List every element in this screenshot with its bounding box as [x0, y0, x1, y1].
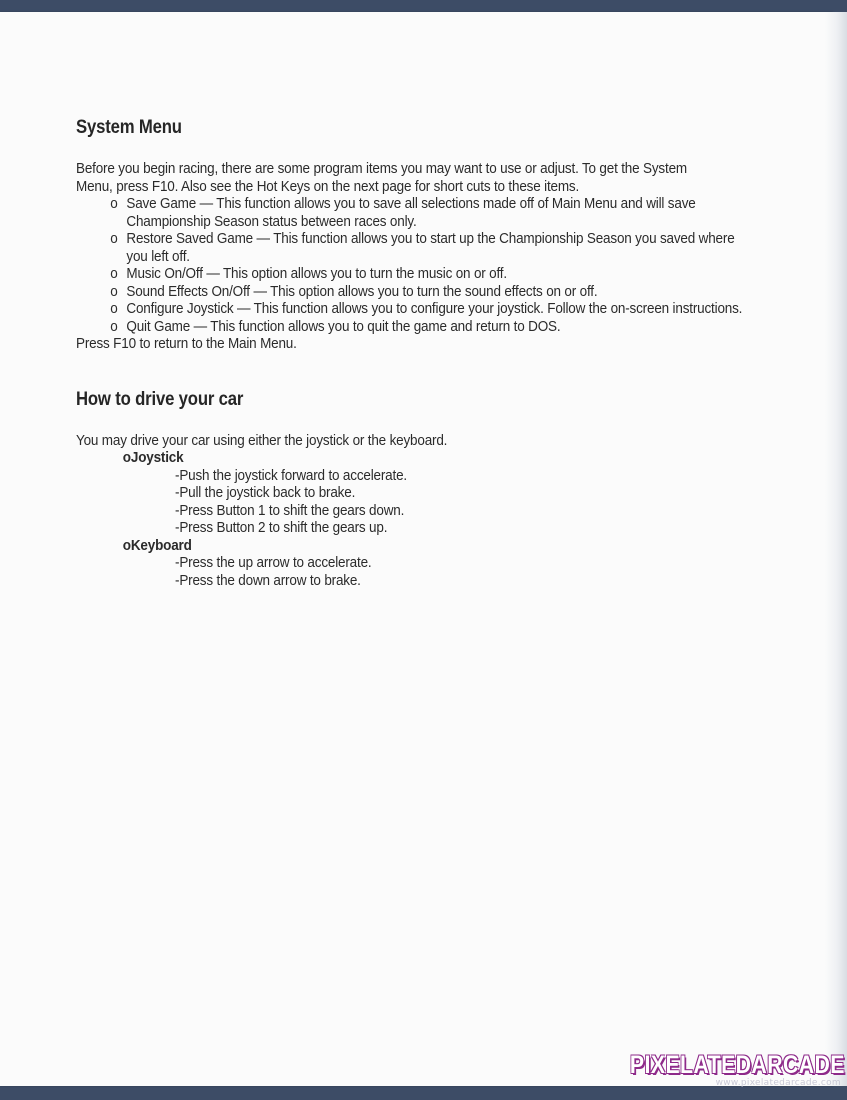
joystick-step: -Press Button 1 to shift the gears down. [175, 501, 405, 519]
pixelatedarcade-watermark [592, 1052, 845, 1088]
option-text: Configure Joystick — This function allows you to configure your joystick. Follow the on-screen instructions. [126, 300, 743, 317]
bullet-marker: o [110, 282, 118, 300]
bullet-marker: o [110, 300, 118, 317]
bullet-marker: o [110, 265, 118, 282]
joystick-subheading: oJoystick [122, 449, 184, 466]
drive-heading: How to drive your car [76, 388, 244, 410]
keyboard-step: -Press the up arrow to accelerate. [175, 554, 372, 571]
watermark-logo: PIXELATEDARCADE [630, 1051, 845, 1079]
bullet-marker: o [110, 195, 118, 212]
system-menu-outro: Press F10 to return to the Main Menu. [76, 335, 297, 352]
option-save-game [76, 195, 747, 230]
option-text: Quit Game — This function allows you to quit the game and return to DOS. [126, 317, 561, 335]
option-configure-joystick [76, 300, 747, 318]
system-menu-heading: System Menu [76, 117, 182, 138]
option-restore-saved-game [76, 230, 747, 265]
option-quit-game [76, 318, 747, 336]
joystick-step: -Press Button 2 to shift the gears up. [175, 519, 388, 536]
keyboard-step: -Press the down arrow to brake. [175, 571, 361, 589]
option-text: Save Game — This function allows you to save all selections made off of Main Menu and will save Championship Season status between races only. [126, 195, 696, 230]
option-music [76, 265, 747, 283]
keyboard-subheading: oKeyboard [122, 536, 192, 554]
bullet-marker: o [110, 317, 118, 335]
option-text: Music On/Off — This option allows you to turn the music on or off. [126, 265, 507, 282]
watermark-url: www.pixelatedarcade.com [715, 1078, 841, 1088]
system-menu-intro: Before you begin racing, there are some program items you may want to use or adjust. To get the System Menu, press F10. Also see the Hot Keys on the next page for short cuts to these items. [76, 160, 687, 195]
drive-intro: You may drive your car using either the joystick or the keyboard. [76, 431, 448, 449]
page-edge-shadow [825, 12, 847, 1086]
joystick-step: -Pull the joystick back to brake. [175, 484, 356, 501]
bullet-marker: o [110, 230, 118, 247]
option-text: Sound Effects On/Off — This option allows you to turn the sound effects on or off. [126, 282, 598, 300]
manual-content [76, 116, 743, 589]
option-text: Restore Saved Game — This function allows you to start up the Championship Season you saved where you left off. [126, 230, 735, 265]
option-sound-effects [76, 283, 747, 301]
joystick-step: -Push the joystick forward to accelerate. [175, 466, 407, 484]
